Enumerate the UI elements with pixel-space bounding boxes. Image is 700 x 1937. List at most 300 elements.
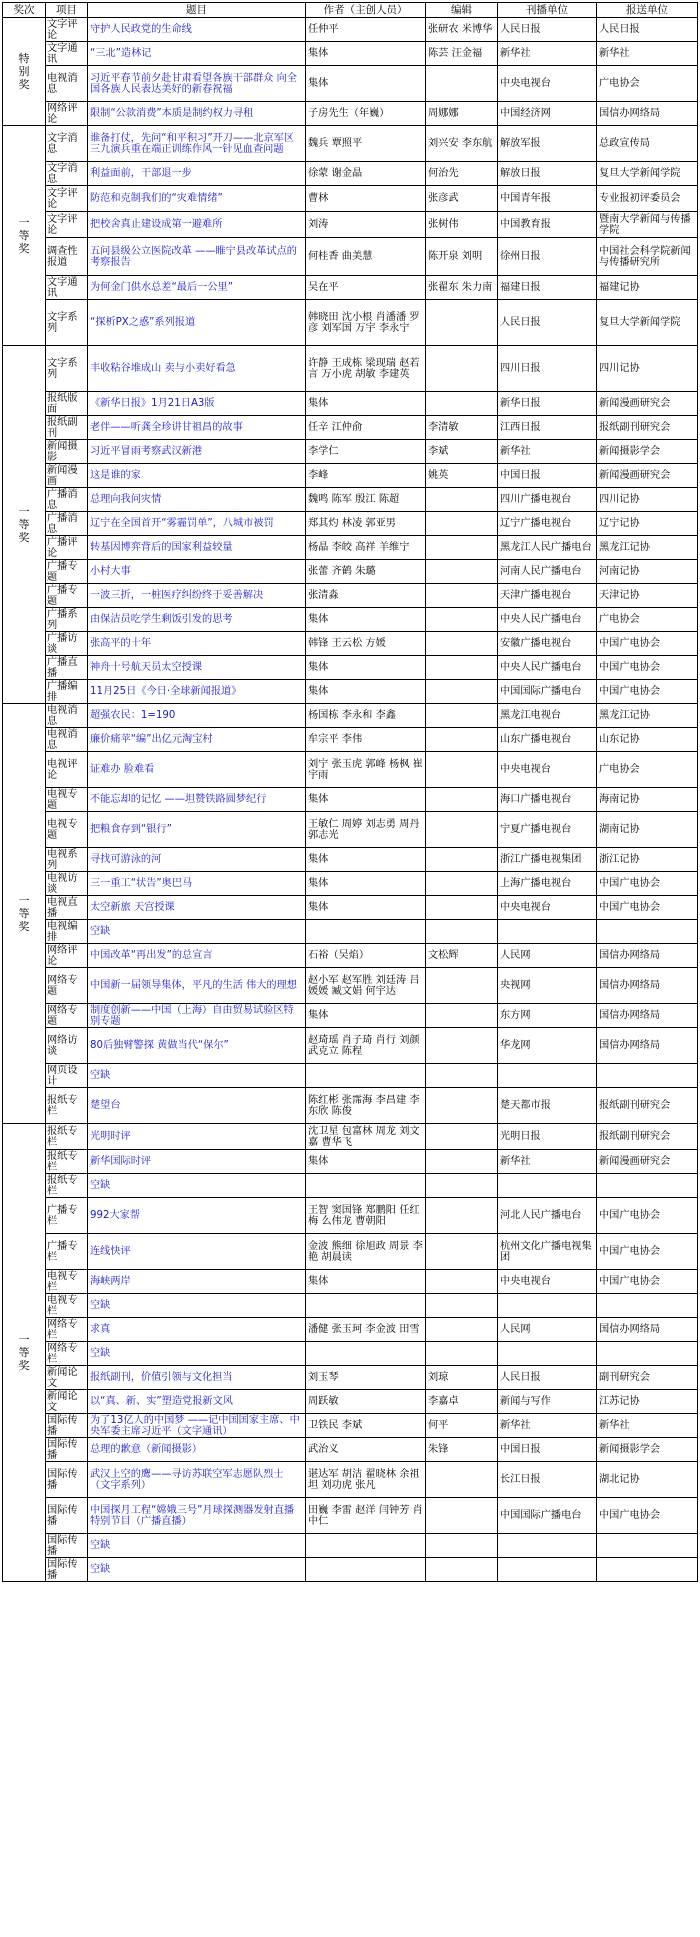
author-text: 集体 [308, 398, 329, 409]
author-text: 金波 熊细 徐旭政 周景 李艳 胡晨读 [308, 1240, 423, 1263]
editor-cell [426, 1270, 498, 1294]
title-text[interactable]: 太空新旅 天宫授课 [90, 902, 175, 913]
title-cell [88, 728, 306, 752]
author-text: 谌达军 胡洁 翟晓林 余祖坦 刘功虎 张凡 [308, 1468, 420, 1491]
title-text[interactable]: 习近平春节前夕赴甘肃看望各族干部群众 向全国各族人民表达美好的新春祝福 [90, 72, 297, 95]
category-cell [46, 1498, 88, 1534]
editor-cell [426, 848, 498, 872]
category-text: 新闻漫画 [47, 464, 78, 487]
category-cell [46, 126, 88, 162]
title-text[interactable]: 张高平的十年 [90, 638, 152, 649]
editor-text: 朱锋 [428, 1444, 449, 1455]
title-text[interactable]: 三一重工“状告”奥巴马 [90, 878, 193, 889]
category-cell [46, 1366, 88, 1390]
category-text: 广播专栏 [47, 1204, 78, 1227]
editor-cell [426, 126, 498, 162]
title-text[interactable]: 防范和克制我们的“灾难情绪” [90, 193, 223, 204]
author-cell [306, 656, 426, 680]
header-publisher: 刊播单位 [498, 3, 597, 18]
publisher-cell [498, 1088, 597, 1124]
title-cell [88, 162, 306, 186]
publisher-cell [498, 488, 597, 512]
category-text: 网络专栏 [47, 1318, 78, 1341]
category-text: 报纸专栏 [47, 1174, 78, 1197]
title-text[interactable]: 光明时评 [90, 1131, 131, 1142]
title-text[interactable]: 五问县级公立医院改革 ——睢宁县改革试点的考察报告 [90, 245, 297, 268]
title-text[interactable]: 辽宁在全国首开“雾霾罚单”，八城市被罚 [90, 518, 274, 529]
title-text[interactable]: 《新华日报》1月21日A3版 [90, 398, 215, 409]
publisher-text: 河南人民广播电台 [500, 566, 582, 577]
category-cell [46, 1342, 88, 1366]
editor-cell [426, 464, 498, 488]
title-cell [88, 1124, 306, 1150]
submitter-cell [597, 464, 698, 488]
publisher-text: 人民网 [500, 950, 531, 961]
editor-cell [426, 788, 498, 812]
title-text[interactable]: 丰收粘谷堆成山 卖与小卖好看急 [90, 363, 236, 374]
title-text[interactable]: 海峡两岸 [90, 1276, 131, 1287]
editor-cell [426, 1438, 498, 1462]
publisher-cell [498, 1414, 597, 1438]
publisher-text: 黑龙江人民广播电台 [500, 542, 592, 553]
award-level-label: 一等奖 [18, 1333, 30, 1372]
title-text[interactable]: 中国新一届领导集体，平凡的生活 伟大的理想 [90, 980, 297, 991]
category-text: 广播系列 [47, 608, 78, 631]
publisher-text: 中央电视台 [500, 1276, 551, 1287]
author-cell [306, 1342, 426, 1366]
table-row [3, 1438, 698, 1462]
publisher-text: 光明日报 [500, 1131, 541, 1142]
submitter-text: 报纸副刊研究会 [599, 1100, 671, 1111]
submitter-text: 国信办网络局 [599, 1324, 661, 1335]
submitter-text: 中国广电协会 [599, 686, 661, 697]
category-text: 文字系列 [47, 311, 78, 334]
title-text[interactable]: 为了13亿人的中国梦 ——记中国国家主席、中央军委主席习近平（文字通讯） [90, 1414, 300, 1437]
author-cell [306, 1438, 426, 1462]
submitter-text: 中国广电协会 [599, 1210, 661, 1221]
publisher-cell [498, 1558, 597, 1582]
title-text[interactable]: 老伴——听龚全珍讲甘祖昌的故事 [90, 422, 243, 433]
category-cell [46, 1270, 88, 1294]
publisher-cell [498, 102, 597, 126]
title-text[interactable]: 为何金门供水总差“最后一公里” [90, 282, 233, 293]
title-cell [88, 1088, 306, 1124]
author-text: 李峰 [308, 470, 329, 481]
title-text[interactable]: 利益面前，干部退一步 [90, 168, 192, 179]
category-text: 文字评论 [47, 18, 78, 41]
title-cell [88, 464, 306, 488]
category-text: 网页设计 [47, 1064, 78, 1087]
publisher-cell [498, 944, 597, 968]
editor-text: 李清敏 [428, 422, 459, 433]
award-level-label: 特别奖 [18, 52, 30, 91]
award-level-cell [3, 346, 46, 704]
submitter-text: 新闻漫画研究会 [599, 398, 671, 409]
category-cell [46, 1462, 88, 1498]
author-text: 集体 [308, 794, 329, 805]
table-row [3, 346, 698, 392]
editor-cell [426, 632, 498, 656]
author-text: 刘涛 [308, 219, 329, 230]
category-cell [46, 728, 88, 752]
editor-cell [426, 728, 498, 752]
title-text[interactable]: 总理的歉意（新闻摄影） [90, 1444, 203, 1455]
submitter-cell [597, 186, 698, 212]
table-row [3, 1088, 698, 1124]
title-text[interactable]: 以“真、新、实”塑造党报新文风 [90, 1396, 233, 1407]
category-cell [46, 608, 88, 632]
publisher-text: 解放军报 [500, 138, 541, 149]
category-cell [46, 752, 88, 788]
submitter-cell [597, 608, 698, 632]
category-text: 网络评论 [47, 102, 78, 125]
submitter-text: 复旦大学新闻学院 [599, 317, 681, 328]
publisher-cell [498, 680, 597, 704]
title-text[interactable]: 楚望台 [90, 1100, 121, 1111]
author-text: 集体 [308, 1276, 329, 1287]
category-text: 广播评论 [47, 536, 78, 559]
author-cell [306, 704, 426, 728]
publisher-cell [498, 238, 597, 276]
category-text: 电视消息 [47, 72, 78, 95]
publisher-text: 中国日报 [500, 1444, 541, 1455]
submitter-text: 副刊研究会 [599, 1372, 650, 1383]
award-level-label: 一等奖 [18, 216, 30, 255]
author-cell [306, 162, 426, 186]
submitter-text: 黑龙江记协 [599, 710, 650, 721]
title-text[interactable]: 把粮食存到“银行” [90, 824, 172, 835]
author-cell [306, 1294, 426, 1318]
publisher-text: 四川日报 [500, 363, 541, 374]
author-text: 集体 [308, 854, 329, 865]
title-cell [88, 488, 306, 512]
title-text[interactable]: 神舟十号航天员太空授课 [90, 662, 203, 673]
title-cell [88, 872, 306, 896]
editor-cell [426, 1294, 498, 1318]
submitter-cell [597, 392, 698, 416]
category-text: 文字通讯 [47, 276, 78, 299]
table-row [3, 512, 698, 536]
author-text: 潘健 张玉珂 李金波 田雪 [308, 1324, 420, 1335]
category-cell [46, 1064, 88, 1088]
category-cell [46, 162, 88, 186]
category-cell [46, 1318, 88, 1342]
submitter-text: 广电协会 [599, 614, 640, 625]
table-row [3, 632, 698, 656]
publisher-text: 辽宁广播电视台 [500, 518, 572, 529]
title-text[interactable]: 谁备打仗，先问“和平积习”开刀——北京军区三九演兵重在端正训练作风一针见血查问题 [90, 132, 295, 155]
publisher-cell [498, 788, 597, 812]
table-row [3, 560, 698, 584]
title-text[interactable]: “探析PX之惑”系列报道 [90, 317, 196, 328]
title-text[interactable]: 寻找可游泳的河 [90, 854, 162, 865]
author-text: 韩晓田 沈小根 肖潘潘 罗彦 刘军国 万宇 李永宁 [308, 311, 420, 334]
title-text[interactable]: 992大家帮 [90, 1210, 141, 1221]
title-text[interactable]: 守护人民政党的生命线 [90, 24, 192, 35]
editor-cell [426, 1342, 498, 1366]
title-text[interactable]: 连线快评 [90, 1246, 131, 1257]
author-text: 集体 [308, 878, 329, 889]
submitter-text: 报纸副刊研究会 [599, 1131, 671, 1142]
category-cell [46, 1438, 88, 1462]
author-cell [306, 1234, 426, 1270]
category-text: 电视编排 [47, 920, 78, 943]
publisher-text: 四川广播电视台 [500, 494, 572, 505]
author-cell [306, 66, 426, 102]
submitter-text: 天津记协 [599, 590, 640, 601]
title-text[interactable]: 空缺 [90, 1564, 111, 1575]
submitter-cell [597, 680, 698, 704]
publisher-text: 东方网 [500, 1010, 531, 1021]
publisher-text: 楚天都市报 [500, 1100, 551, 1111]
submitter-text: 总政宣传局 [599, 138, 650, 149]
submitter-cell [597, 1534, 698, 1558]
title-text[interactable]: 求真 [90, 1324, 111, 1335]
title-text[interactable]: 80后独臂警探 黄做当代“保尔” [90, 1040, 229, 1051]
category-cell [46, 186, 88, 212]
submitter-text: 黑龙江记协 [599, 542, 650, 553]
publisher-cell [498, 1534, 597, 1558]
title-cell [88, 788, 306, 812]
title-text[interactable]: 习近平冒雨考察武汉新港 [90, 446, 203, 457]
title-text[interactable]: 新华国际时评 [90, 1156, 152, 1167]
author-cell [306, 1366, 426, 1390]
title-text[interactable]: “三北”造林记 [90, 48, 152, 59]
editor-cell [426, 1318, 498, 1342]
table-row [3, 162, 698, 186]
author-cell [306, 560, 426, 584]
publisher-cell [498, 1270, 597, 1294]
submitter-text: 国信办网络局 [599, 1010, 661, 1021]
award-level-cell [3, 126, 46, 346]
title-cell [88, 1390, 306, 1414]
author-text: 张蕾 齐鹤 朱璐 [308, 566, 376, 577]
publisher-text: 新华社 [500, 1156, 531, 1167]
submitter-text: 广电协会 [599, 764, 640, 775]
table-row [3, 1064, 698, 1088]
author-text: 韩锋 王云松 方媛 [308, 638, 386, 649]
category-text: 新闻摄影 [47, 440, 78, 463]
title-text[interactable]: 空缺 [90, 1348, 111, 1359]
submitter-cell [597, 728, 698, 752]
category-text: 电视访谈 [47, 872, 78, 895]
publisher-cell [498, 126, 597, 162]
title-text[interactable]: 这是谁的家 [90, 470, 141, 481]
publisher-cell [498, 1064, 597, 1088]
table-row [3, 812, 698, 848]
title-text[interactable]: 超强农民：1=190 [90, 710, 176, 721]
category-text: 广播专题 [47, 584, 78, 607]
submitter-cell [597, 1414, 698, 1438]
category-cell [46, 1004, 88, 1028]
table-row [3, 42, 698, 66]
author-cell [306, 346, 426, 392]
title-text[interactable]: 报纸副刊，价值引领与文化担当 [90, 1372, 233, 1383]
table-row [3, 276, 698, 300]
submitter-text: 中国广电协会 [599, 878, 661, 889]
publisher-text: 中国国际广播电台 [500, 686, 582, 697]
author-text: 石裕（吴焰） [308, 950, 370, 961]
category-cell [46, 584, 88, 608]
author-cell [306, 752, 426, 788]
title-text[interactable]: 空缺 [90, 926, 111, 937]
title-text[interactable]: 由保洁员吃学生剩饭引发的思考 [90, 614, 233, 625]
author-cell [306, 1390, 426, 1414]
category-text: 国际传播 [47, 1468, 78, 1491]
publisher-cell [498, 1150, 597, 1174]
table-row [3, 1534, 698, 1558]
publisher-text: 中国日报 [500, 470, 541, 481]
author-cell [306, 632, 426, 656]
publisher-cell [498, 1198, 597, 1234]
publisher-cell [498, 212, 597, 238]
title-cell [88, 752, 306, 788]
submitter-text: 复旦大学新闻学院 [599, 168, 681, 179]
category-text: 广播直播 [47, 656, 78, 679]
title-text[interactable]: 空缺 [90, 1300, 111, 1311]
title-cell [88, 1174, 306, 1198]
table-row [3, 608, 698, 632]
category-text: 电视直播 [47, 896, 78, 919]
title-text[interactable]: 空缺 [90, 1180, 111, 1191]
header-category: 项目 [46, 3, 88, 18]
category-cell [46, 1390, 88, 1414]
publisher-cell [498, 1294, 597, 1318]
category-cell [46, 872, 88, 896]
title-cell [88, 1318, 306, 1342]
editor-cell [426, 346, 498, 392]
publisher-cell [498, 1174, 597, 1198]
table-row [3, 488, 698, 512]
submitter-text: 国信办网络局 [599, 980, 661, 991]
editor-cell [426, 102, 498, 126]
category-cell [46, 1414, 88, 1438]
title-text[interactable]: 总理向我问灾情 [90, 494, 162, 505]
title-text[interactable]: 转基因博弈背后的国家利益较量 [90, 542, 233, 553]
publisher-text: 长江日报 [500, 1474, 541, 1485]
title-text[interactable]: 制度创新——中国（上海）自由贸易试验区特别专题 [90, 1004, 294, 1027]
author-text: 任仲平 [308, 24, 339, 35]
editor-cell [426, 1498, 498, 1534]
author-cell [306, 1150, 426, 1174]
submitter-text: 国信办网络局 [599, 108, 661, 119]
title-text[interactable]: 把校舍真止建设成第一避难所 [90, 219, 223, 230]
category-text: 文字消息 [47, 132, 78, 155]
author-text: 刘宁 张玉虎 郭峰 杨枫 崔宇雨 [308, 758, 423, 781]
title-text[interactable]: 11月25日《今日·全球新闻报道》 [90, 686, 242, 697]
author-text: 赵琦瑶 肖子琦 肖行 刘颜 武克立 陈程 [308, 1034, 420, 1057]
publisher-cell [498, 1028, 597, 1064]
title-text[interactable]: 空缺 [90, 1540, 111, 1551]
submitter-text: 国信办网络局 [599, 950, 661, 961]
title-cell [88, 346, 306, 392]
table-row [3, 1028, 698, 1064]
author-cell [306, 1534, 426, 1558]
title-cell [88, 920, 306, 944]
publisher-cell [498, 872, 597, 896]
publisher-cell [498, 18, 597, 42]
author-cell [306, 1028, 426, 1064]
submitter-text: 湖北记协 [599, 1474, 640, 1485]
title-text[interactable]: 小村大事 [90, 566, 131, 577]
editor-cell [426, 1028, 498, 1064]
submitter-text: 暨南大学新闻与传播学院 [599, 213, 691, 236]
publisher-cell [498, 440, 597, 464]
title-text[interactable]: 廉价痛苹“编”出亿元淘宝村 [90, 734, 213, 745]
editor-cell [426, 186, 498, 212]
title-text[interactable]: 空缺 [90, 1070, 111, 1081]
publisher-text: 解放日报 [500, 168, 541, 179]
publisher-text: 宁夏广播电视台 [500, 824, 572, 835]
category-text: 国际传播 [47, 1558, 78, 1581]
category-text: 报纸专栏 [47, 1125, 78, 1148]
title-text[interactable]: 中国改革“再出发”的总宣言 [90, 950, 213, 961]
award-table [2, 2, 698, 1582]
title-text[interactable]: 一波三折，一桩医疗纠纷终于妥善解决 [90, 590, 264, 601]
table-row [3, 416, 698, 440]
title-cell [88, 1414, 306, 1438]
category-cell [46, 896, 88, 920]
submitter-cell [597, 276, 698, 300]
title-text[interactable]: 武汉上空的鹰——寻访苏联空军志愿队烈士（文字系列） [90, 1468, 284, 1491]
publisher-cell [498, 584, 597, 608]
publisher-cell [498, 656, 597, 680]
table-row [3, 968, 698, 1004]
submitter-cell [597, 42, 698, 66]
title-text[interactable]: 限制“公款消费”本质是制约权力寻租 [90, 108, 254, 119]
publisher-text: 山东广播电视台 [500, 734, 572, 745]
title-text[interactable]: 证难办 脸难看 [90, 764, 155, 775]
editor-cell [426, 276, 498, 300]
category-cell [46, 788, 88, 812]
category-cell [46, 1088, 88, 1124]
publisher-text: 中央电视台 [500, 78, 551, 89]
table-row [3, 1234, 698, 1270]
title-cell [88, 1198, 306, 1234]
table-row [3, 464, 698, 488]
table-row [3, 536, 698, 560]
submitter-cell [597, 944, 698, 968]
title-cell [88, 1294, 306, 1318]
title-cell [88, 512, 306, 536]
author-text: 魏兵 覃照平 [308, 138, 363, 149]
editor-text: 何治先 [428, 168, 459, 179]
publisher-text: 黑龙江电视台 [500, 710, 562, 721]
publisher-cell [498, 560, 597, 584]
header-submitter: 报送单位 [597, 3, 698, 18]
category-cell [46, 1028, 88, 1064]
title-text[interactable]: 中国探月工程“嫦娥三号”月球探测器发射直播特别节目（广播直播） [90, 1504, 295, 1527]
submitter-text: 中国广电协会 [599, 1276, 661, 1287]
category-cell [46, 392, 88, 416]
editor-cell [426, 1198, 498, 1234]
title-text[interactable]: 不能忘却的记忆 ——坦赞铁路圆梦纪行 [90, 794, 267, 805]
publisher-text: 海口广播电视台 [500, 794, 572, 805]
publisher-text: 人民日报 [500, 317, 541, 328]
category-text: 文字评论 [47, 187, 78, 210]
author-cell [306, 812, 426, 848]
author-text: 周跃敏 [308, 1396, 339, 1407]
category-text: 电视消息 [47, 728, 78, 751]
editor-cell [426, 704, 498, 728]
publisher-cell [498, 728, 597, 752]
editor-cell [426, 392, 498, 416]
editor-cell [426, 1414, 498, 1438]
publisher-text: 新华社 [500, 48, 531, 59]
category-cell [46, 512, 88, 536]
category-cell [46, 704, 88, 728]
category-cell [46, 680, 88, 704]
